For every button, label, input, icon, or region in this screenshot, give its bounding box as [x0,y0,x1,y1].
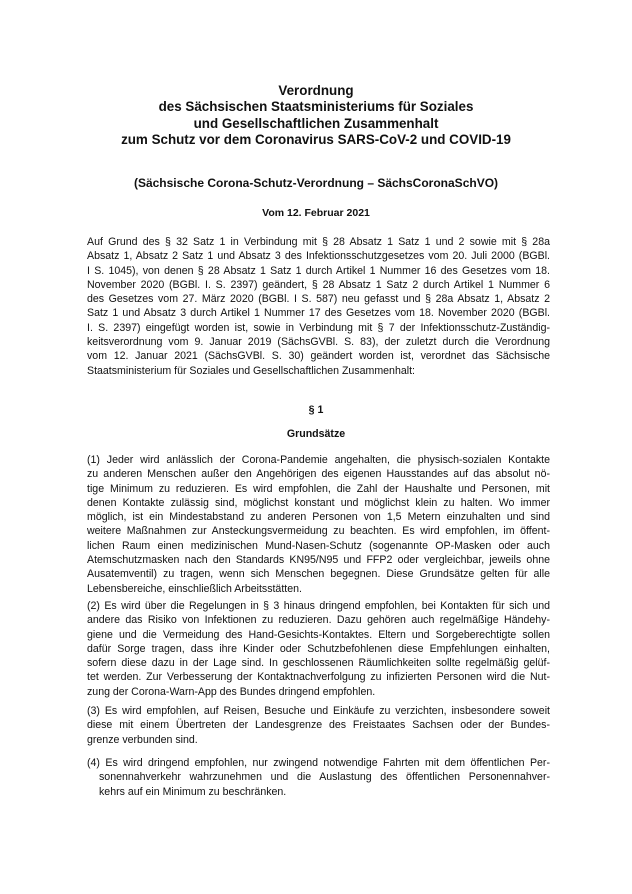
text-line: sofern diese dazu in der Lage sind. In geschlossenen Räumlichkeiten sollte regelmäßig gelüf- [87,657,550,670]
paragraph-2 [87,599,550,699]
text-line: Lebensbereiche, einschließlich Arbeitsstätten. [87,582,302,595]
text-line: des Gesetzes vom 27. März 2020 (BGBl. I S. 587) neu gefasst und § 28a Absatz 1, Absatz 2 [87,293,550,306]
text-line: giene und die Vermeidung des Hand-Gesichts-Kontaktes. Eltern und Sorgeberechtigte sollen [87,628,550,641]
title-line: Verordnung [278,83,354,98]
text-line: lichen Raum einen medizinischen Mund-Nasen-Schutz (sogenannte OP-Masken oder auch [87,539,550,552]
text-line: andere das Risiko von Infektionen zu reduzieren. Dazu gehören auch regelmäßige Händehy- [87,614,550,627]
text-line: I S. 1045), von denen § 28 Absatz 1 Satz 1 durch Artikel 1 Nummer 16 des Gesetzes vom 18. [87,264,550,277]
text-line: (3) Es wird empfohlen, auf Reisen, Besuche und Einkäufe zu verzichten, insbesondere soweit [87,705,550,717]
text-line: Satz 1 und Absatz 3 durch Artikel 1 Nummer 17 des Gesetzes vom 18. November 2020 (BGBl. [87,307,550,320]
text-line: diese mit einem Übertreten der Landesgrenze des Freistaates Sachsen oder der Bundes- [87,719,550,732]
text-line: weitere Maßnahmen zur Ansteckungsvermeidung zu beachten. Es wird empfohlen, im öffent- [87,525,550,538]
text-line: Ausatemventil) zu tragen, wenn sich Menschen begegnen. Diese Grundsätze gelten für alle [87,568,550,581]
text-line: grenze verbunden sind. [87,733,198,746]
title-line: und Gesellschaftlichen Zusammenhalt [193,115,439,131]
section-number: § 1 [308,404,324,416]
text-line: keitsverordnung vom 9. Januar 2019 (SächsGVBl. S. 83), der zuletzt durch die Verordnung [87,336,550,349]
text-line: (4) Es wird dringend empfohlen, nur zwingend notwendige Fahrten mit dem öffentlichen Per- [87,757,550,769]
text-line: denen Kontakte zulässig sind, möglichst konstant und möglichst klein zu halten. Wo immer [87,496,550,509]
text-line: Absatz 1, Absatz 2 Satz 1 und Absatz 3 des Infektionsschutzgesetzes vom 20. Juli 2000 (BGBl. [87,250,550,263]
text-line: kehrs auf ein Minimum zu beschränken. [99,785,287,798]
text-line: tige Minimum zu reduzieren. Es wird empfohlen, die Zahl der Haushalte und Personen, mit [87,482,550,495]
text-line: November 2020 (BGBl. I. S. 2397) geändert, § 28 Absatz 1 Satz 2 durch Artikel 1 Nummer 6 [87,278,550,291]
short-title: (Sächsische Corona-Schutz-Verordnung – SächsCoronaSchVO) [133,176,499,190]
paragraph-4 [87,756,550,799]
text-line: Staatsministerium für Soziales und Gesellschaftlichen Zusammenhalt: [87,364,415,377]
text-line: tet werden. Zur Verbesserung der Kontaktnachverfolgung zu infizierten Personen wird die Nut- [87,671,550,684]
section-heading: Grundsätze [286,428,346,440]
text-line: zung der Corona-Warn-App des Bundes dringend empfohlen. [87,685,376,698]
text-line: (2) Es wird über die Regelungen in § 3 hinaus dringend empfohlen, bei Kontakten für sich und [87,600,550,612]
title-line: zum Schutz vor dem Coronavirus SARS-CoV-2 und COVID-19 [121,131,511,147]
paragraph-3 [87,704,550,747]
text-line: möglich, ist ein Mindestabstand zu anderen Personen von 1,5 Metern einzuhalten und sind [87,511,550,524]
text-line: I. S. 2397) eingefügt worden ist, sowie in Verbindung mit § 7 der Infektionsschutz-Zuständig- [87,321,550,334]
title-line: des Sächsischen Staatsministeriums für Soziales [158,99,474,115]
text-line: sonennahverkehr wahrzunehmen und die Auslastung des öffentlichen Personennahver- [99,771,550,784]
text-line: vom 12. Januar 2021 (SächsGVBl. S. 30) geändert worden ist, verordnet das Sächsische [87,350,550,363]
document-title [60,83,572,148]
text-line: dafür Sorge tragen, dass ihre Kinder oder Schutzbefohlenen diese Empfehlungen einhalten, [87,642,550,655]
text-line: (1) Jeder wird anlässlich der Corona-Pandemie angehalten, die physisch-sozialen Kontakte [87,454,550,466]
text-line: Auf Grund des § 32 Satz 1 in Verbindung mit § 28 Absatz 1 Satz 1 und 2 sowie mit § 28a [87,236,550,248]
preamble [87,235,550,378]
paragraph-1 [87,453,550,596]
text-line: Atemschutzmasken nach den Standards KN95/N95 und FFP2 oder vergleichbar, jeweils ohne [87,554,550,567]
document-date: Vom 12. Februar 2021 [262,207,370,219]
text-line: zu anderen Menschen außer den Angehörigen des eigenen Hausstandes auf das absolut nö- [87,468,550,481]
